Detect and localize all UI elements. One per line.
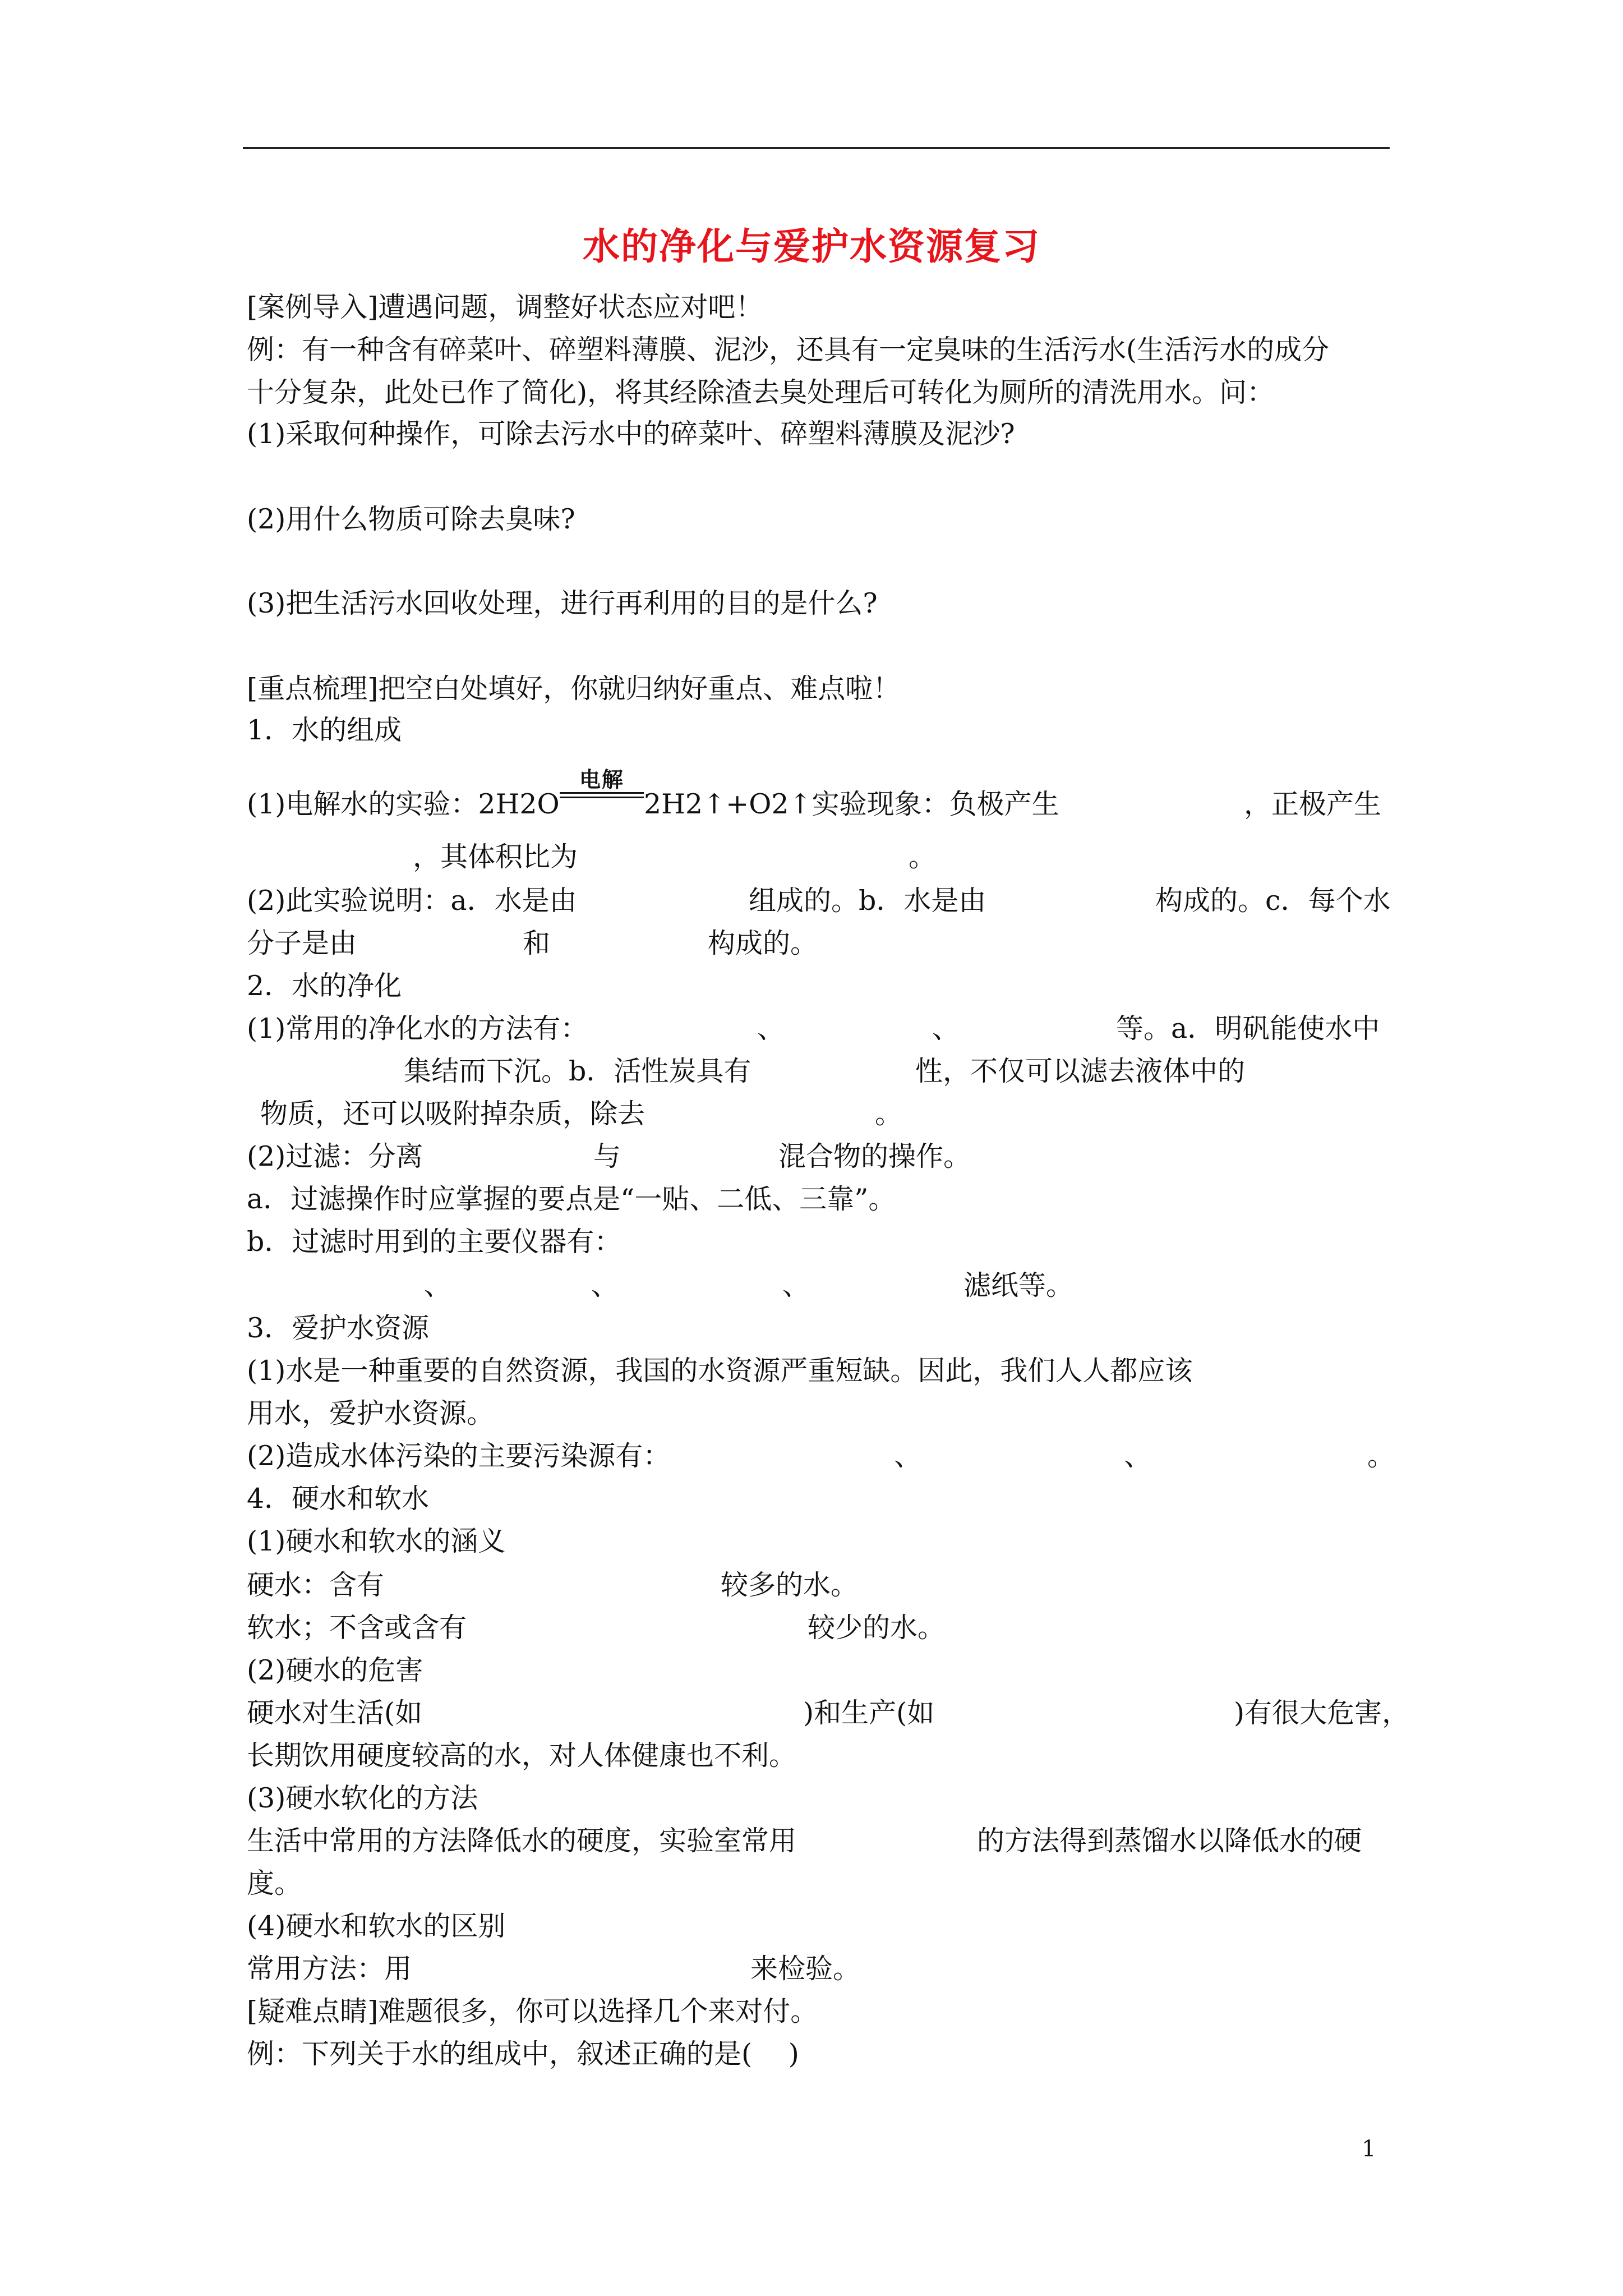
text-line: 硬水：含有 — [247, 1569, 385, 1601]
reaction-condition: 电解 — [579, 767, 624, 792]
text-line: (1)电解水的实验：2H2O — [247, 788, 560, 820]
text-fragment: 等。a．明矾能使水中 — [1116, 1013, 1380, 1045]
text-fragment: 。 — [909, 841, 937, 873]
text-fragment: 滤纸等。 — [963, 1269, 1074, 1301]
text-fragment: 2H2↑+O2↑实验现象：负极产生 — [644, 788, 1059, 820]
text-line: 用水，爱护水资源。 — [247, 1397, 495, 1429]
text-line: (1)水是一种重要的自然资源，我国的水资源严重短缺。因此，我们人人都应该 — [247, 1355, 1193, 1387]
text-line: (2)此实验说明：a．水是由 — [247, 885, 577, 917]
text-fragment: 、 — [782, 1269, 810, 1301]
text-fragment: 、 — [591, 1269, 619, 1301]
text-fragment: 的方法得到蒸馏水以降低水的硬 — [977, 1825, 1362, 1857]
text-fragment: 混合物的操作。 — [778, 1140, 971, 1172]
text-fragment: )有很大危害， — [1234, 1697, 1410, 1729]
text-line: b．过滤时用到的主要仪器有： — [247, 1226, 622, 1258]
text-line: (1)常用的净化水的方法有： — [247, 1013, 588, 1045]
text-line: 常用方法：用 — [247, 1953, 412, 1985]
equals-sign — [560, 792, 644, 798]
text-fragment: ，其体积比为 — [413, 841, 578, 873]
text-line: 3．爱护水资源 — [247, 1312, 430, 1344]
page-title: 水的净化与爱护水资源复习 — [583, 224, 1040, 268]
text-fragment: 来检验。 — [750, 1953, 861, 1985]
text-fragment: 与 — [593, 1140, 621, 1172]
text-fragment: 较少的水。 — [808, 1612, 946, 1644]
text-line: a．过滤操作时应掌握的要点是“一贴、二低、三靠”。 — [247, 1183, 896, 1215]
header-rule — [243, 147, 1390, 149]
text-fragment: 。 — [875, 1098, 903, 1130]
text-fragment: 物质，还可以吸附掉杂质，除去 — [260, 1098, 645, 1130]
text-line: 例：下列关于水的组成中，叙述正确的是( ) — [247, 2038, 799, 2070]
text-line: 2．水的净化 — [247, 970, 402, 1002]
text-fragment: 构成的。c．每个水 — [1155, 885, 1391, 917]
text-line: 十分复杂，此处已作了简化)，将其经除渣去臭处理后可转化为厕所的清洗用水。问： — [247, 376, 1275, 408]
text-fragment: 、 — [894, 1440, 922, 1472]
text-fragment: 组成的。b．水是由 — [749, 885, 986, 917]
text-line: 1．水的组成 — [247, 714, 402, 746]
electrolysis-arrow — [560, 769, 644, 798]
text-line: (1)硬水和软水的涵义 — [247, 1525, 506, 1557]
text-line: [案例导入]遭遇问题，调整好状态应对吧！ — [247, 291, 763, 323]
text-line: (2)造成水体污染的主要污染源有： — [247, 1440, 671, 1472]
text-line: 度。 — [247, 1867, 302, 1899]
text-fragment: 、 — [424, 1269, 452, 1301]
text-line: [重点梳理]把空白处填好，你就归纳好重点、难点啦！ — [247, 673, 901, 705]
text-fragment: 构成的。 — [708, 927, 818, 959]
text-line: 硬水对生活(如 — [247, 1697, 423, 1729]
text-fragment: 、 — [757, 1013, 785, 1045]
text-line: 生活中常用的方法降低水的硬度，实验室常用 — [247, 1825, 797, 1857]
text-line: [疑难点睛]难题很多，你可以选择几个来对付。 — [247, 1995, 818, 2027]
text-line: (2)用什么物质可除去臭味? — [247, 503, 575, 535]
text-line: 分子是由 — [247, 927, 357, 959]
text-fragment: 。 — [1367, 1440, 1395, 1472]
text-fragment: 较多的水。 — [721, 1569, 859, 1601]
text-line: (1)采取何种操作，可除去污水中的碎菜叶、碎塑料薄膜及泥沙? — [247, 418, 1015, 450]
text-line: 4．硬水和软水 — [247, 1483, 430, 1515]
text-line: (3)硬水软化的方法 — [247, 1782, 478, 1814]
page-number: 1 — [1362, 2136, 1376, 2162]
text-line: (2)过滤：分离 — [247, 1140, 423, 1172]
text-line: (3)把生活污水回收处理，进行再利用的目的是什么? — [247, 587, 878, 619]
text-fragment: 、 — [932, 1013, 960, 1045]
text-fragment: 和 — [523, 927, 551, 959]
text-line: 长期饮用硬度较高的水，对人体健康也不利。 — [247, 1740, 797, 1772]
text-line: 例：有一种含有碎菜叶、碎塑料薄膜、泥沙，还具有一定臭味的生活污水(生活污水的成分 — [247, 334, 1330, 366]
text-fragment: 、 — [1124, 1440, 1152, 1472]
text-fragment: 性，不仅可以滤去液体中的 — [915, 1055, 1246, 1087]
text-fragment: )和生产(如 — [803, 1697, 935, 1729]
text-line: (2)硬水的危害 — [247, 1654, 423, 1686]
text-fragment: ，正极产生 — [1244, 788, 1382, 820]
text-fragment: 集结而下沉。b．活性炭具有 — [404, 1055, 751, 1087]
text-line: (4)硬水和软水的区别 — [247, 1910, 506, 1942]
text-line: 软水；不含或含有 — [247, 1612, 467, 1644]
